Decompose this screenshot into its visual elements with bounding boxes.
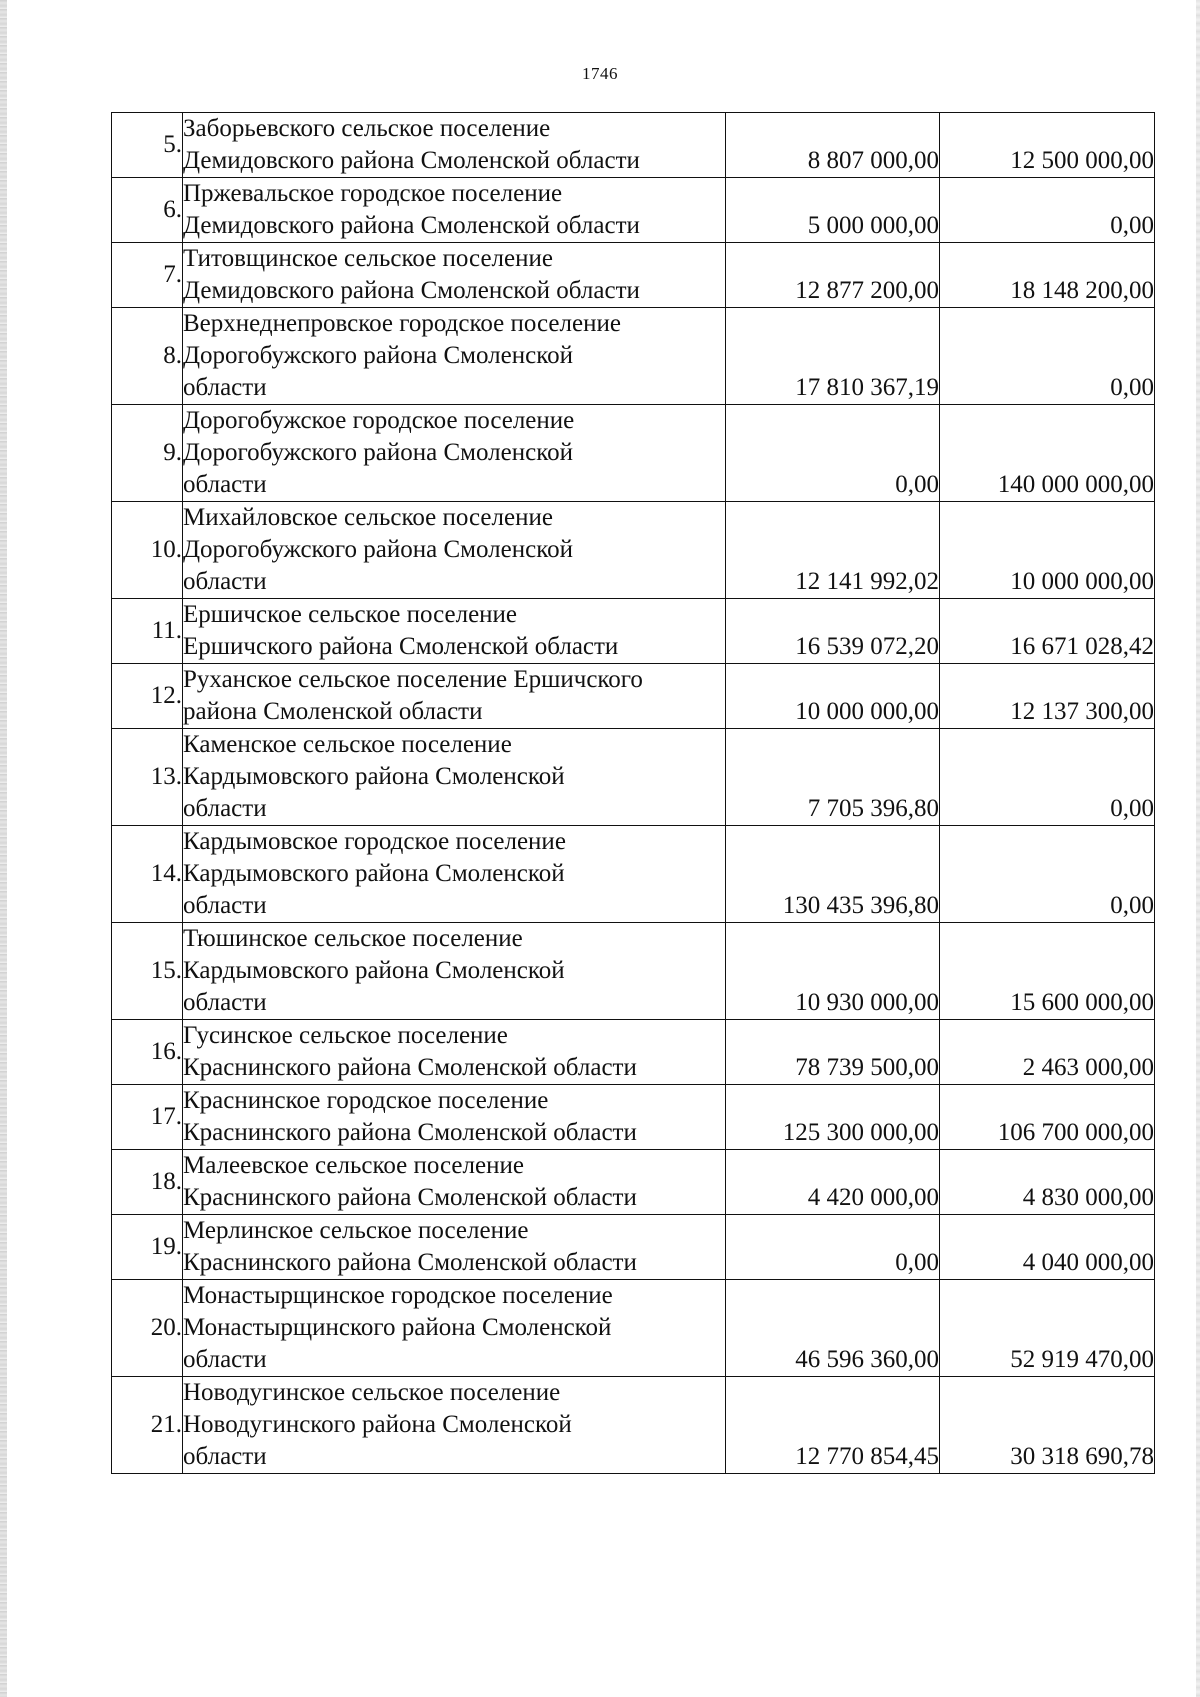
amount-second: 0,00 [940,729,1155,826]
amount-second: 12 500 000,00 [940,113,1155,178]
settlement-name [183,923,726,1020]
settlement-name-line: Кардымовского района Смоленской [183,860,565,887]
settlement-name [183,1085,726,1150]
amount-first: 10 930 000,00 [726,923,940,1020]
settlement-name-line: Новодугинского района Смоленской [183,1411,572,1438]
amount-second: 16 671 028,42 [940,599,1155,664]
settlement-name-line: Мерлинское сельское поселение [183,1217,529,1244]
table-body [112,113,1155,1474]
row-number: 18. [112,1150,183,1215]
row-number: 13. [112,729,183,826]
table-row [112,1020,1155,1085]
amount-second: 12 137 300,00 [940,664,1155,729]
settlement-name-line: области [183,892,267,919]
amount-first: 12 770 854,45 [726,1377,940,1474]
row-number: 16. [112,1020,183,1085]
amount-second: 0,00 [940,308,1155,405]
settlement-name-line: Краснинское городское поселение [183,1087,549,1114]
row-number: 6. [112,178,183,243]
settlement-name [183,826,726,923]
settlement-name-line: области [183,374,267,401]
settlement-name-line: области [183,1443,267,1470]
amount-second: 10 000 000,00 [940,502,1155,599]
table-row [112,664,1155,729]
settlement-name-line: Пржевальское городское поселение [183,180,563,207]
amount-second: 4 830 000,00 [940,1150,1155,1215]
amount-first: 46 596 360,00 [726,1280,940,1377]
settlement-name-line: Титовщинское сельское поселение [183,245,553,272]
settlement-name-line: Верхнеднепровское городское поселение [183,310,621,337]
row-number: 20. [112,1280,183,1377]
table-row [112,1085,1155,1150]
settlement-name [183,308,726,405]
settlement-name-line: Заборьевского сельское поселение [183,115,551,142]
table-row [112,1377,1155,1474]
row-number: 5. [112,113,183,178]
settlement-name [183,729,726,826]
amount-second: 140 000 000,00 [940,405,1155,502]
settlement-name-line: Дорогобужское городское поселение [183,407,575,434]
settlement-name-line: Краснинского района Смоленской области [183,1249,637,1276]
settlement-name-line: Демидовского района Смоленской области [183,212,640,239]
settlement-name [183,502,726,599]
table-row [112,729,1155,826]
settlement-name [183,1150,726,1215]
row-number: 15. [112,923,183,1020]
table-row [112,1280,1155,1377]
settlement-name-line: Краснинского района Смоленской области [183,1054,637,1081]
table-row [112,1215,1155,1280]
settlement-name-line: Ершичское сельское поселение [183,601,518,628]
amount-second: 18 148 200,00 [940,243,1155,308]
settlement-name-line: области [183,989,267,1016]
amount-second: 2 463 000,00 [940,1020,1155,1085]
settlement-name-line: области [183,795,267,822]
settlement-name-line: Кардымовского района Смоленской [183,957,565,984]
settlement-name-line: Демидовского района Смоленской области [183,147,640,174]
table-row [112,243,1155,308]
row-number: 7. [112,243,183,308]
table-row [112,923,1155,1020]
amount-second: 0,00 [940,826,1155,923]
settlement-name [183,405,726,502]
row-number: 8. [112,308,183,405]
amount-first: 7 705 396,80 [726,729,940,826]
settlement-name-line: Монастырщинское городское поселение [183,1282,613,1309]
row-number: 21. [112,1377,183,1474]
row-number: 9. [112,405,183,502]
settlement-name [183,664,726,729]
settlement-name-line: Кардымовского района Смоленской [183,763,565,790]
page-number: 1746 [582,64,618,83]
scan-edge-left [0,0,7,1697]
scan-edge-right [1196,0,1200,1697]
row-number: 19. [112,1215,183,1280]
settlement-name-line: области [183,568,267,595]
table-row [112,502,1155,599]
settlement-name-line: Дорогобужского района Смоленской [183,439,573,466]
settlement-name-line: области [183,1346,267,1373]
amount-first: 0,00 [726,405,940,502]
table-row [112,1150,1155,1215]
settlement-name-line: Каменское сельское поселение [183,731,512,758]
row-number: 14. [112,826,183,923]
amount-first: 130 435 396,80 [726,826,940,923]
table-row [112,826,1155,923]
table-row [112,599,1155,664]
settlement-name-line: Малеевское сельское поселение [183,1152,524,1179]
table-row [112,178,1155,243]
settlement-name-line: Монастырщинского района Смоленской [183,1314,612,1341]
settlement-name [183,243,726,308]
amount-first: 12 877 200,00 [726,243,940,308]
amount-first: 8 807 000,00 [726,113,940,178]
amount-second: 0,00 [940,178,1155,243]
amount-second: 30 318 690,78 [940,1377,1155,1474]
amount-second: 15 600 000,00 [940,923,1155,1020]
settlement-name [183,1377,726,1474]
amount-first: 125 300 000,00 [726,1085,940,1150]
budget-table [111,112,1155,1474]
settlement-name-line: Демидовского района Смоленской области [183,277,640,304]
amount-first: 17 810 367,19 [726,308,940,405]
row-number: 10. [112,502,183,599]
settlement-name-line: Тюшинское сельское поселение [183,925,523,952]
settlement-name-line: Михайловское сельское поселение [183,504,553,531]
settlement-name [183,599,726,664]
settlement-name-line: Руханское сельское поселение Ершичского [183,666,643,693]
table-row [112,405,1155,502]
settlement-name [183,113,726,178]
settlement-name-line: Ершичского района Смоленской области [183,633,619,660]
amount-second: 106 700 000,00 [940,1085,1155,1150]
settlement-name-line: Гусинское сельское поселение [183,1022,508,1049]
row-number: 12. [112,664,183,729]
amount-second: 52 919 470,00 [940,1280,1155,1377]
settlement-name-line: Кардымовское городское поселение [183,828,566,855]
settlement-name-line: Дорогобужского района Смоленской [183,342,573,369]
settlement-name [183,1280,726,1377]
settlement-name [183,1215,726,1280]
amount-second: 4 040 000,00 [940,1215,1155,1280]
table-row [112,113,1155,178]
settlement-name-line: Новодугинское сельское поселение [183,1379,561,1406]
amount-first: 5 000 000,00 [726,178,940,243]
amount-first: 4 420 000,00 [726,1150,940,1215]
settlement-name-line: района Смоленской области [183,698,483,725]
amount-first: 12 141 992,02 [726,502,940,599]
row-number: 11. [112,599,183,664]
settlement-name-line: Дорогобужского района Смоленской [183,536,573,563]
table-row [112,308,1155,405]
amount-first: 10 000 000,00 [726,664,940,729]
amount-first: 78 739 500,00 [726,1020,940,1085]
settlement-name-line: Краснинского района Смоленской области [183,1184,637,1211]
row-number: 17. [112,1085,183,1150]
settlement-name-line: Краснинского района Смоленской области [183,1119,637,1146]
settlement-name-line: области [183,471,267,498]
settlement-name [183,178,726,243]
amount-first: 16 539 072,20 [726,599,940,664]
amount-first: 0,00 [726,1215,940,1280]
settlement-name [183,1020,726,1085]
